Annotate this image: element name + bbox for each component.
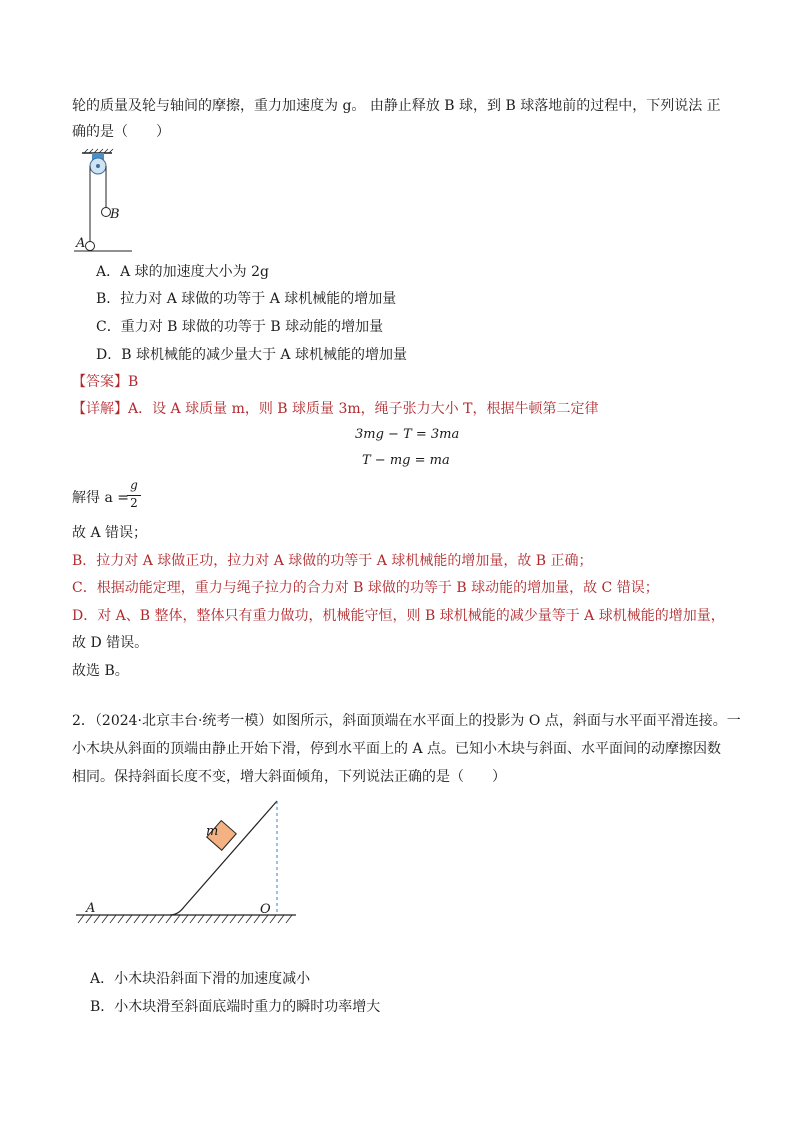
frac-numerator: g <box>130 478 138 492</box>
q1-option-a: A．A 球的加速度大小为 2g <box>96 264 269 280</box>
q1-line-a-wrong: 故 A 错误； <box>72 525 148 541</box>
q2-line2: 小木块从斜面的顶端由静止开始下滑，停到水平面上的 A 点。已知小木块与斜面、水平面间的动摩擦因数 <box>72 741 722 757</box>
q1-option-c: C．重力对 B 球做的功等于 B 球动能的增加量 <box>96 319 384 335</box>
q1-answer: 【答案】B <box>72 374 139 390</box>
q1-intro-line1: 轮的质量及轮与轴间的摩擦，重力加速度为 g。 由静止释放 B 球，到 B 球落地前的过程中，下列说法 正 <box>72 98 721 114</box>
fig2-label-a: A <box>86 901 96 916</box>
fig1-label-b: B <box>110 207 120 222</box>
q1-intro-line2: 确的是（ ） <box>72 124 170 140</box>
q1-option-b: B．拉力对 A 球做的功等于 A 球机械能的增加量 <box>96 291 397 307</box>
q2-line1: 2．（2024·北京丰台·统考一模）如图所示，斜面顶端在水平面上的投影为 O 点，斜面与水平面平滑连接。一 <box>72 713 741 729</box>
ball-a <box>86 242 95 251</box>
equation-1: 3mg − T = 3ma <box>355 427 460 442</box>
fig1-label-a: A <box>76 236 86 251</box>
detail-text: A．设 A 球质量 m，则 B 球质量 3m，绳子张力大小 T，根据牛顿第二定律 <box>128 401 599 417</box>
solve-prefix: 解得 a = <box>72 490 129 506</box>
q1-detail-line <box>72 399 598 419</box>
q2-line3: 相同。保持斜面长度不变，增大斜面倾角，下列说法正确的是（ ） <box>72 769 506 785</box>
frac-denominator: 2 <box>130 496 138 510</box>
q1-line-d-wrong: 故 D 错误。 <box>72 635 149 651</box>
q1-line-b: B．拉力对 A 球做正功，拉力对 A 球做的功等于 A 球机械能的增加量，故 B 正确； <box>72 553 593 569</box>
q1-line-d: D．对 A、B 整体，整体只有重力做功，机械能守恒，则 B 球机械能的减少量等于 A 球机械能的增加量， <box>72 608 725 624</box>
detail-tag: 【详解】 <box>72 401 128 417</box>
equation-2: T − mg = ma <box>362 453 450 468</box>
q1-option-d: D．B 球机械能的减少量大于 A 球机械能的增加量 <box>96 347 407 363</box>
q2-option-b: B．小木块滑至斜面底端时重力的瞬时功率增大 <box>90 999 381 1015</box>
fig2-label-m: m <box>206 824 219 839</box>
q2-option-a: A．小木块沿斜面下滑的加速度减小 <box>90 971 311 987</box>
fig2-label-o: O <box>260 902 271 917</box>
q1-final: 故选 B。 <box>72 663 129 679</box>
q1-line-c: C．根据动能定理，重力与绳子拉力的合力对 B 球做的功等于 B 球动能的增加量，故 C 错误； <box>72 580 659 596</box>
